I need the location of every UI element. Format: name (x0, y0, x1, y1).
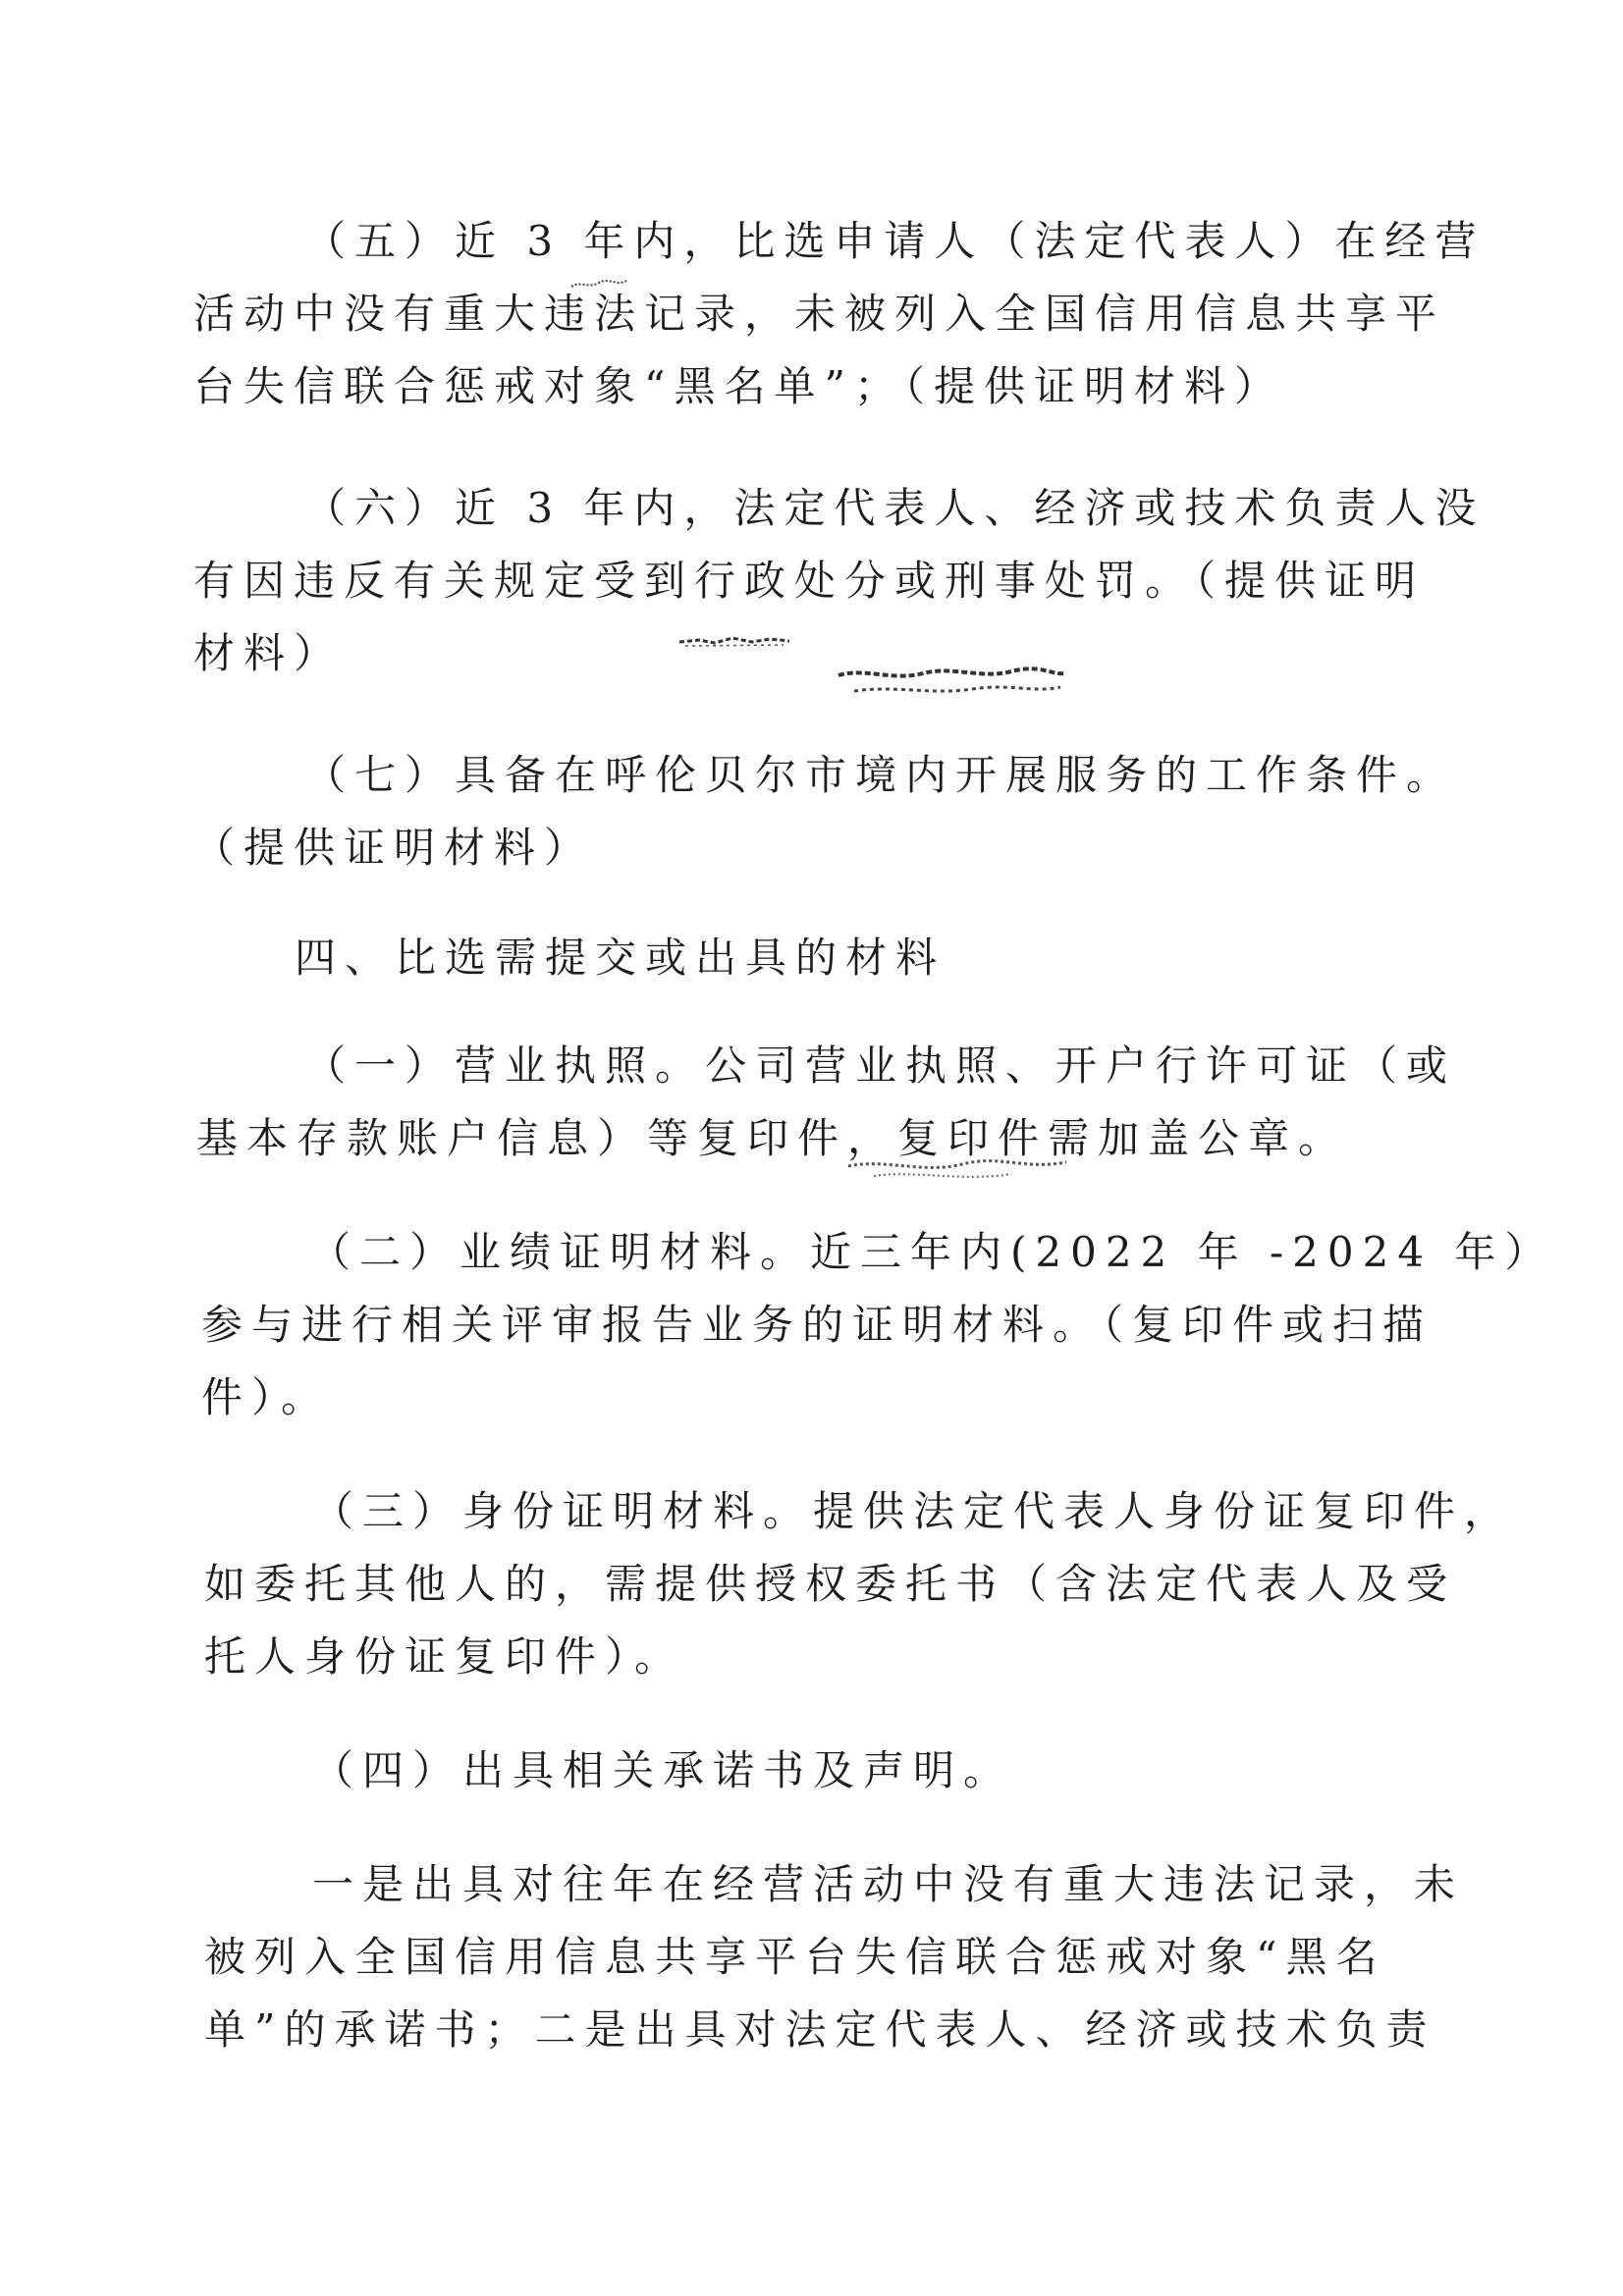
text-line: 台失信联合惩戒对象“黑名单”；（提供证明材料） (193, 362, 1284, 410)
text-line: 材料） (193, 629, 345, 677)
text-line: （七）具备在呼伦贝尔市境内开展服务的工作条件。 (304, 751, 1457, 799)
heading-text: 四、比选需提交或出具的材料 (295, 934, 947, 982)
text-line: 基本存款账户信息）等复印件，复印件需加盖公章。 (196, 1114, 1349, 1162)
text-line: 参与进行相关评审报告业务的证明材料。（复印件或扫描 (201, 1301, 1434, 1349)
text-line: （四）出具相关承诺书及声明。 (312, 1746, 1014, 1794)
text-line: （三）身份证明材料。提供法定代表人身份证复印件， (312, 1487, 1515, 1535)
text-line: （五）近 3 年内，比选申请人（法定代表人）在经营 (304, 217, 1486, 265)
text-line: 活动中没有重大违法记录，未被列入全国信用信息共享平 (193, 290, 1446, 338)
scan-smudge-2 (676, 628, 793, 652)
text-line: （二）业绩证明材料。近三年内(2022 年 -2024 年） (309, 1228, 1555, 1276)
scan-smudge-3 (835, 664, 1070, 703)
text-line: （一）营业执照。公司营业执照、开户行许可证（或 (304, 1041, 1457, 1090)
text-line: 托人身份证复印件）。 (204, 1632, 685, 1681)
text-line: 单”的承诺书；二是出具对法定代表人、经济或技术负责 (204, 2005, 1436, 2054)
text-line: （六）近 3 年内，法定代表人、经济或技术负责人没 (304, 484, 1486, 532)
text-line: 有因违反有关规定受到行政处分或刑事处罚。（提供证明 (193, 557, 1426, 605)
text-line: 一是出具对往年在经营活动中没有重大违法记录，未 (312, 1860, 1465, 1908)
text-line: 如委托其他人的，需提供授权委托书（含法定代表人及受 (204, 1560, 1457, 1608)
text-line: 件）。 (201, 1373, 332, 1421)
text-line: 被列入全国信用信息共享平台失信联合惩戒对象“黑名 (204, 1933, 1386, 1981)
text-line: （提供证明材料） (193, 824, 595, 872)
